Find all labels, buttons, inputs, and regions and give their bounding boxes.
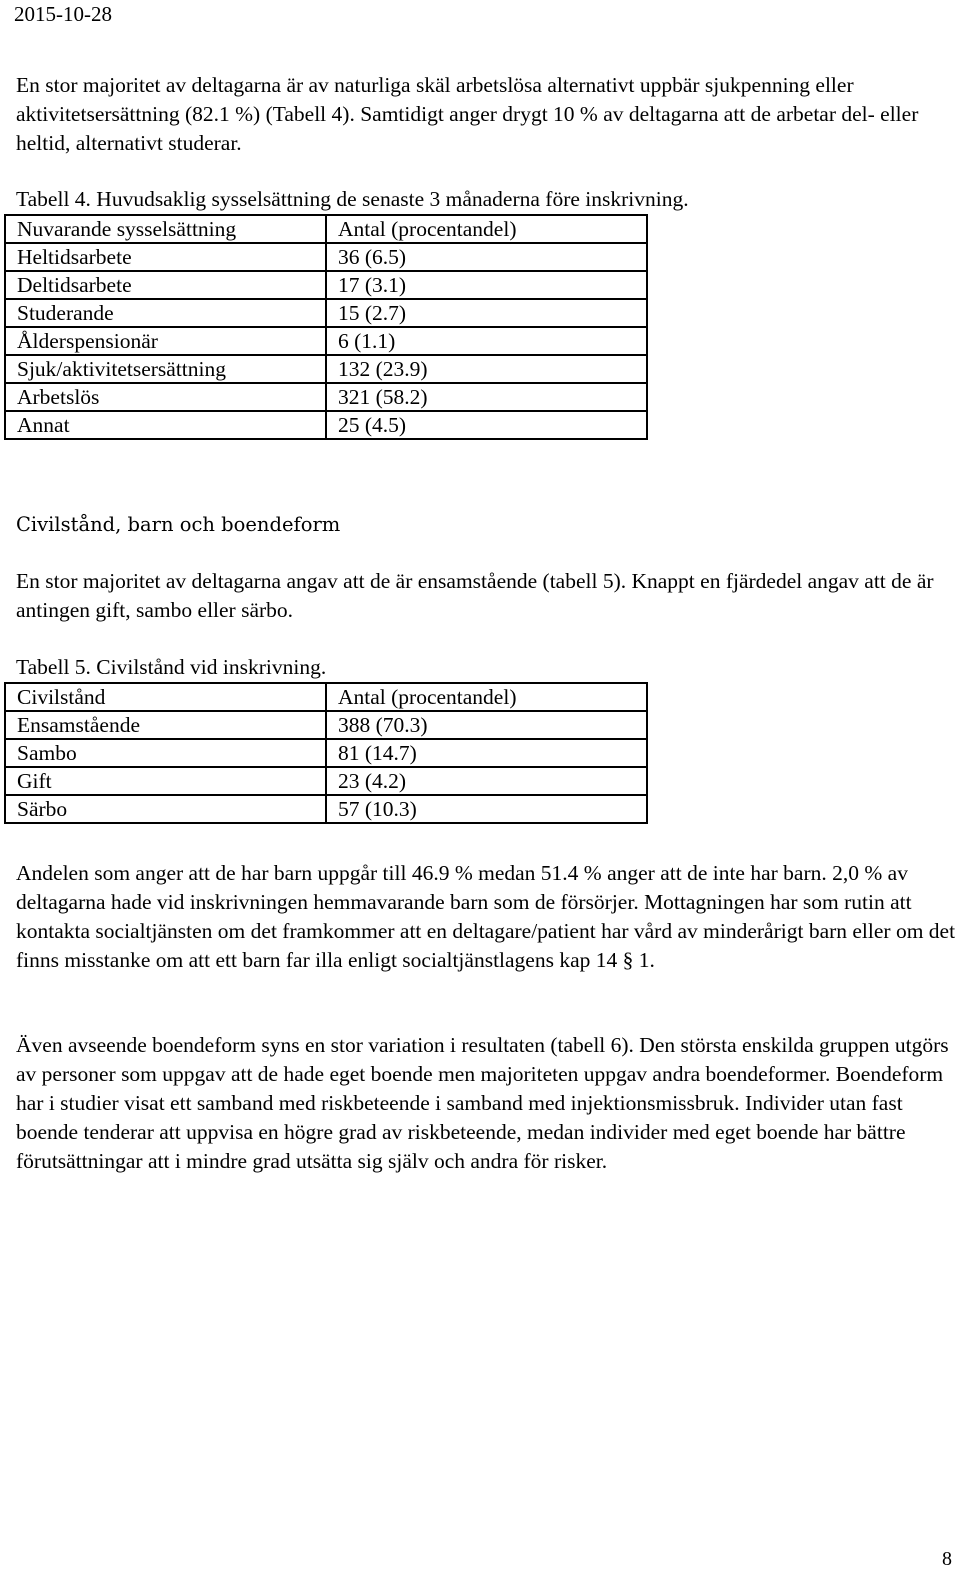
intro-paragraph: En stor majoritet av deltagarna är av naturliga skäl arbetslösa alternativt uppbär sjukpenning eller aktivitetsersättning (82.1 %) (Tabell 4). Samtidigt anger drygt 10 % av deltagarna att de arbetar del- eller heltid, alternativt studerar. (16, 73, 919, 155)
table-cell: Ålderspensionär (5, 327, 326, 355)
table5-caption: Tabell 5. Civilstånd vid inskrivning. (16, 655, 327, 679)
table-cell: Annat (5, 411, 326, 439)
table-header-row (5, 215, 647, 243)
table-row (5, 739, 647, 767)
children-paragraph: Andelen som anger att de har barn uppgår till 46.9 % medan 51.4 % anger att de inte har barn. 2,0 % av deltagarna hade vid inskrivningen hemmavarande barn som de försörjer. Mottagningen har som rutin att kontakta socialtjänsten om det framkommer att en deltagare/patient har vård av minderårigt barn eller om det finns misstanke om att ett barn far illa enligt socialtjänstlagens kap 14 § 1. (16, 861, 956, 972)
table-cell: 25 (4.5) (326, 411, 647, 439)
table-row (5, 383, 647, 411)
table-cell: Deltidsarbete (5, 271, 326, 299)
table-header-cell: Civilstånd (5, 683, 326, 711)
header-date: 2015-10-28 (14, 2, 112, 26)
table-cell: Heltidsarbete (5, 243, 326, 271)
table-header-cell: Nuvarande sysselsättning (5, 215, 326, 243)
section-heading: Civilstånd, barn och boendeform (16, 513, 341, 536)
table-cell: 6 (1.1) (326, 327, 647, 355)
table-cell: 81 (14.7) (326, 739, 647, 767)
table-row (5, 711, 647, 739)
table-cell: 15 (2.7) (326, 299, 647, 327)
table-cell: 23 (4.2) (326, 767, 647, 795)
page-number: 8 (942, 1548, 952, 1570)
table4-employment (4, 214, 648, 440)
table-cell: 57 (10.3) (326, 795, 647, 823)
table-header-cell: Antal (procentandel) (326, 683, 647, 711)
table-cell: Sjuk/aktivitetsersättning (5, 355, 326, 383)
table-cell: 321 (58.2) (326, 383, 647, 411)
table-cell: 17 (3.1) (326, 271, 647, 299)
table-row (5, 299, 647, 327)
civil-status-paragraph: En stor majoritet av deltagarna angav att de är ensamstående (tabell 5). Knappt en fjärdedel angav att de är antingen gift, sambo eller särbo. (16, 569, 934, 622)
table4-caption: Tabell 4. Huvudsaklig sysselsättning de senaste 3 månaderna före inskrivning. (16, 187, 689, 211)
table-cell: Arbetslös (5, 383, 326, 411)
table-row (5, 795, 647, 823)
table-row (5, 327, 647, 355)
table-cell: Ensamstående (5, 711, 326, 739)
housing-paragraph: Även avseende boendeform syns en stor variation i resultaten (tabell 6). Den största enskilda gruppen utgörs av personer som uppgav att de hade eget boende men majoriteten uppgav andra boendeformer. Boendeform har i studier visat ett samband med riskbeteende i samband med injektionsmissbruk. Individer utan fast boende tenderar att uppvisa en högre grad av riskbeteende, medan individer med eget boende har bättre förutsättningar att i mindre grad utsätta sig själv och andra för risker. (16, 1033, 949, 1173)
table-row (5, 411, 647, 439)
table-row (5, 355, 647, 383)
table-cell: 132 (23.9) (326, 355, 647, 383)
table-cell: 388 (70.3) (326, 711, 647, 739)
table-cell: Särbo (5, 795, 326, 823)
table-cell: Sambo (5, 739, 326, 767)
table-header-row (5, 683, 647, 711)
table-cell: 36 (6.5) (326, 243, 647, 271)
table-cell: Studerande (5, 299, 326, 327)
table-row (5, 243, 647, 271)
table-row (5, 767, 647, 795)
table-header-cell: Antal (procentandel) (326, 215, 647, 243)
table-cell: Gift (5, 767, 326, 795)
table5-civil-status (4, 682, 648, 824)
table-row (5, 271, 647, 299)
